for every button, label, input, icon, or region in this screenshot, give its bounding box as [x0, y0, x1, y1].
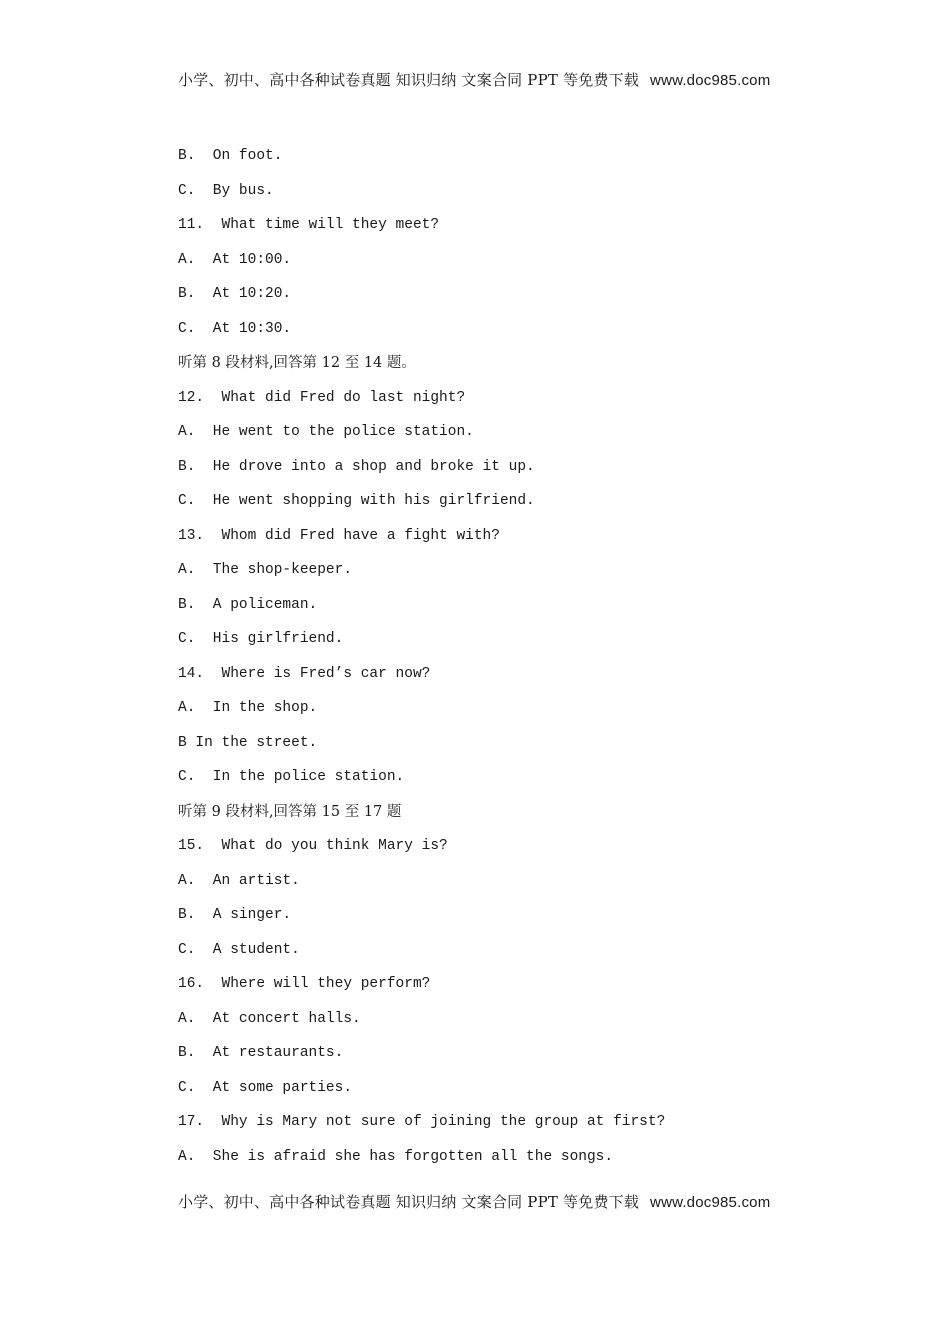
page-footer — [178, 1191, 770, 1212]
footer-text: 小学、初中、高中各种试卷真题 知识归纳 文案合同 PPT 等免费下载 — [178, 1193, 640, 1211]
option-a-q16: A. At concert halls. — [178, 1010, 361, 1027]
option-b-q12: B. He drove into a shop and broke it up. — [178, 458, 535, 475]
option-c-q15: C. A student. — [178, 941, 300, 958]
option-a-q12: A. He went to the police station. — [178, 424, 474, 440]
question-15: 15. What do you think Mary is? — [178, 838, 448, 854]
question-11: 11. What time will they meet? — [178, 217, 440, 233]
option-a-q15: A. An artist. — [178, 872, 300, 889]
option-b-q15: B. A singer. — [178, 907, 292, 923]
header-url[interactable]: www.doc985.com — [650, 72, 771, 89]
option-c-q16: C. At some parties. — [178, 1079, 353, 1096]
footer-url[interactable]: www.doc985.com — [650, 1194, 771, 1211]
section-instruction-8: 听第 8 段材料,回答第 12 至 14 题。 — [178, 355, 416, 371]
question-16: 16. Where will they perform? — [178, 976, 431, 992]
option-b-q11: B. At 10:20. — [178, 286, 292, 302]
option-c-q12: C. He went shopping with his girlfriend. — [178, 493, 535, 509]
question-17: 17. Why is Mary not sure of joining the group at first? — [178, 1114, 666, 1130]
question-list — [178, 146, 878, 1181]
option-b-q10: B. On foot. — [178, 148, 283, 164]
option-c-q11: C. At 10:30. — [178, 320, 292, 337]
option-b-q13: B. A policeman. — [178, 596, 318, 613]
option-b-q16: B. At restaurants. — [178, 1045, 344, 1061]
header-text: 小学、初中、高中各种试卷真题 知识归纳 文案合同 PPT 等免费下载 — [178, 71, 640, 89]
option-a-q14: A. In the shop. — [178, 700, 318, 716]
option-c-q14: C. In the police station. — [178, 769, 405, 785]
question-14: 14. Where is Fred’s car now? — [178, 665, 431, 682]
section-instruction-9: 听第 9 段材料,回答第 15 至 17 题 — [178, 803, 402, 820]
option-b-q14: B In the street. — [178, 734, 318, 751]
page-header — [178, 69, 770, 90]
option-a-q17: A. She is afraid she has forgotten all the songs. — [178, 1148, 614, 1165]
option-a-q13: A. The shop-keeper. — [178, 562, 353, 578]
option-c-q10: C. By bus. — [178, 182, 274, 199]
option-a-q11: A. At 10:00. — [178, 251, 292, 268]
question-13: 13. Whom did Fred have a fight with? — [178, 527, 500, 544]
question-12: 12. What did Fred do last night? — [178, 389, 466, 406]
option-c-q13: C. His girlfriend. — [178, 631, 344, 647]
